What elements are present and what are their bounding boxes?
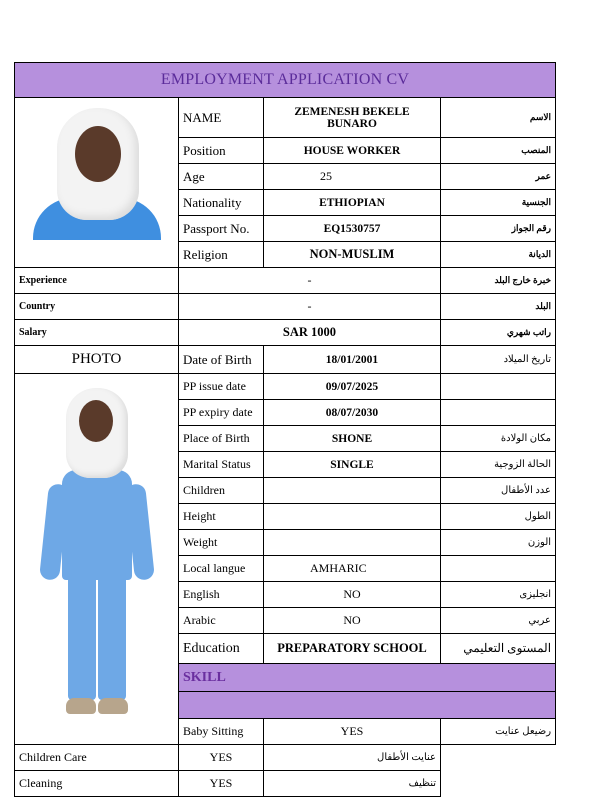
value-experience: - [179,268,441,294]
ar-education: المستوى التعليمي [441,634,556,664]
ar-cleaning: تنظيف [264,771,441,797]
ar-local-language [441,556,556,582]
label-weight: Weight [179,530,264,556]
value-name: ZEMENESH BEKELE BUNARO [264,98,441,138]
cv-table [14,62,556,797]
ar-position: المنصب [441,138,556,164]
value-children-care: YES [179,745,264,771]
ar-children: عدد الأطفال [441,478,556,504]
value-pp-issue: 09/07/2025 [264,374,441,400]
full-body-photo [15,374,179,745]
label-cleaning: Cleaning [15,771,179,797]
cv-sheet [14,62,555,797]
ar-dob: تاريخ الميلاد [441,346,556,374]
ar-weight: الوزن [441,530,556,556]
value-pp-expiry: 08/07/2030 [264,400,441,426]
value-weight [264,530,441,556]
value-baby-sitting: YES [264,719,441,745]
ar-passport: رقم الجواز [441,216,556,242]
row-country [15,294,556,320]
row-experience [15,268,556,294]
ar-marital-status: الحالة الزوجية [441,452,556,478]
row-salary [15,320,556,346]
value-local-language: AMHARIC [264,556,441,582]
label-country: Country [15,294,179,320]
value-children [264,478,441,504]
value-place-of-birth: SHONE [264,426,441,452]
value-salary: SAR 1000 [179,320,441,346]
label-children-care: Children Care [15,745,179,771]
ar-english: انجليزى [441,582,556,608]
ar-nationality: الجنسية [441,190,556,216]
title-row [15,63,556,98]
row-skill-children-care [15,745,556,771]
value-nationality: ETHIOPIAN [264,190,441,216]
label-children: Children [179,478,264,504]
row-skill-cleaning [15,771,556,797]
label-pp-expiry: PP expiry date [179,400,264,426]
row-name [15,98,556,138]
value-height [264,504,441,530]
label-pp-issue: PP issue date [179,374,264,400]
ar-baby-sitting: رضيعل عنايت [441,719,556,745]
value-arabic: NO [264,608,441,634]
label-education: Education [179,634,264,664]
ar-pp-expiry [441,400,556,426]
ar-name: الاسم [441,98,556,138]
ar-age: عمر [441,164,556,190]
row-pp-issue [15,374,556,400]
label-name: NAME [179,98,264,138]
row-dob [15,346,556,374]
value-age: 25 [264,164,441,190]
document-title: EMPLOYMENT APPLICATION CV [15,63,556,98]
ar-salary: راتب شهري [441,320,556,346]
headshot-image [27,106,167,240]
label-dob: Date of Birth [179,346,264,374]
value-english: NO [264,582,441,608]
label-baby-sitting: Baby Sitting [179,719,264,745]
label-religion: Religion [179,242,264,268]
ar-arabic: عربي [441,608,556,634]
label-english: English [179,582,264,608]
label-position: Position [179,138,264,164]
ar-pp-issue [441,374,556,400]
label-salary: Salary [15,320,179,346]
photo-label: PHOTO [15,346,179,374]
value-position: HOUSE WORKER [264,138,441,164]
value-passport: EQ1530757 [264,216,441,242]
label-experience: Experience [15,268,179,294]
ar-children-care: عنايت الأطفال [264,745,441,771]
value-country: - [179,294,441,320]
value-marital-status: SINGLE [264,452,441,478]
label-nationality: Nationality [179,190,264,216]
value-education: PREPARATORY SCHOOL [264,634,441,664]
label-local-language: Local langue [179,556,264,582]
skill-title: SKILL [179,664,556,692]
value-religion: NON-MUSLIM [264,242,441,268]
ar-religion: الديانة [441,242,556,268]
label-place-of-birth: Place of Birth [179,426,264,452]
label-passport: Passport No. [179,216,264,242]
label-marital-status: Marital Status [179,452,264,478]
ar-experience: خبرة خارج البلد [441,268,556,294]
label-age: Age [179,164,264,190]
ar-place-of-birth: مكان الولادة [441,426,556,452]
label-height: Height [179,504,264,530]
ar-country: البلد [441,294,556,320]
value-cleaning: YES [179,771,264,797]
label-arabic: Arabic [179,608,264,634]
ar-height: الطول [441,504,556,530]
headshot-photo [15,98,179,268]
skill-bar [179,692,556,719]
value-dob: 18/01/2001 [264,346,441,374]
full-body-image [32,388,162,728]
